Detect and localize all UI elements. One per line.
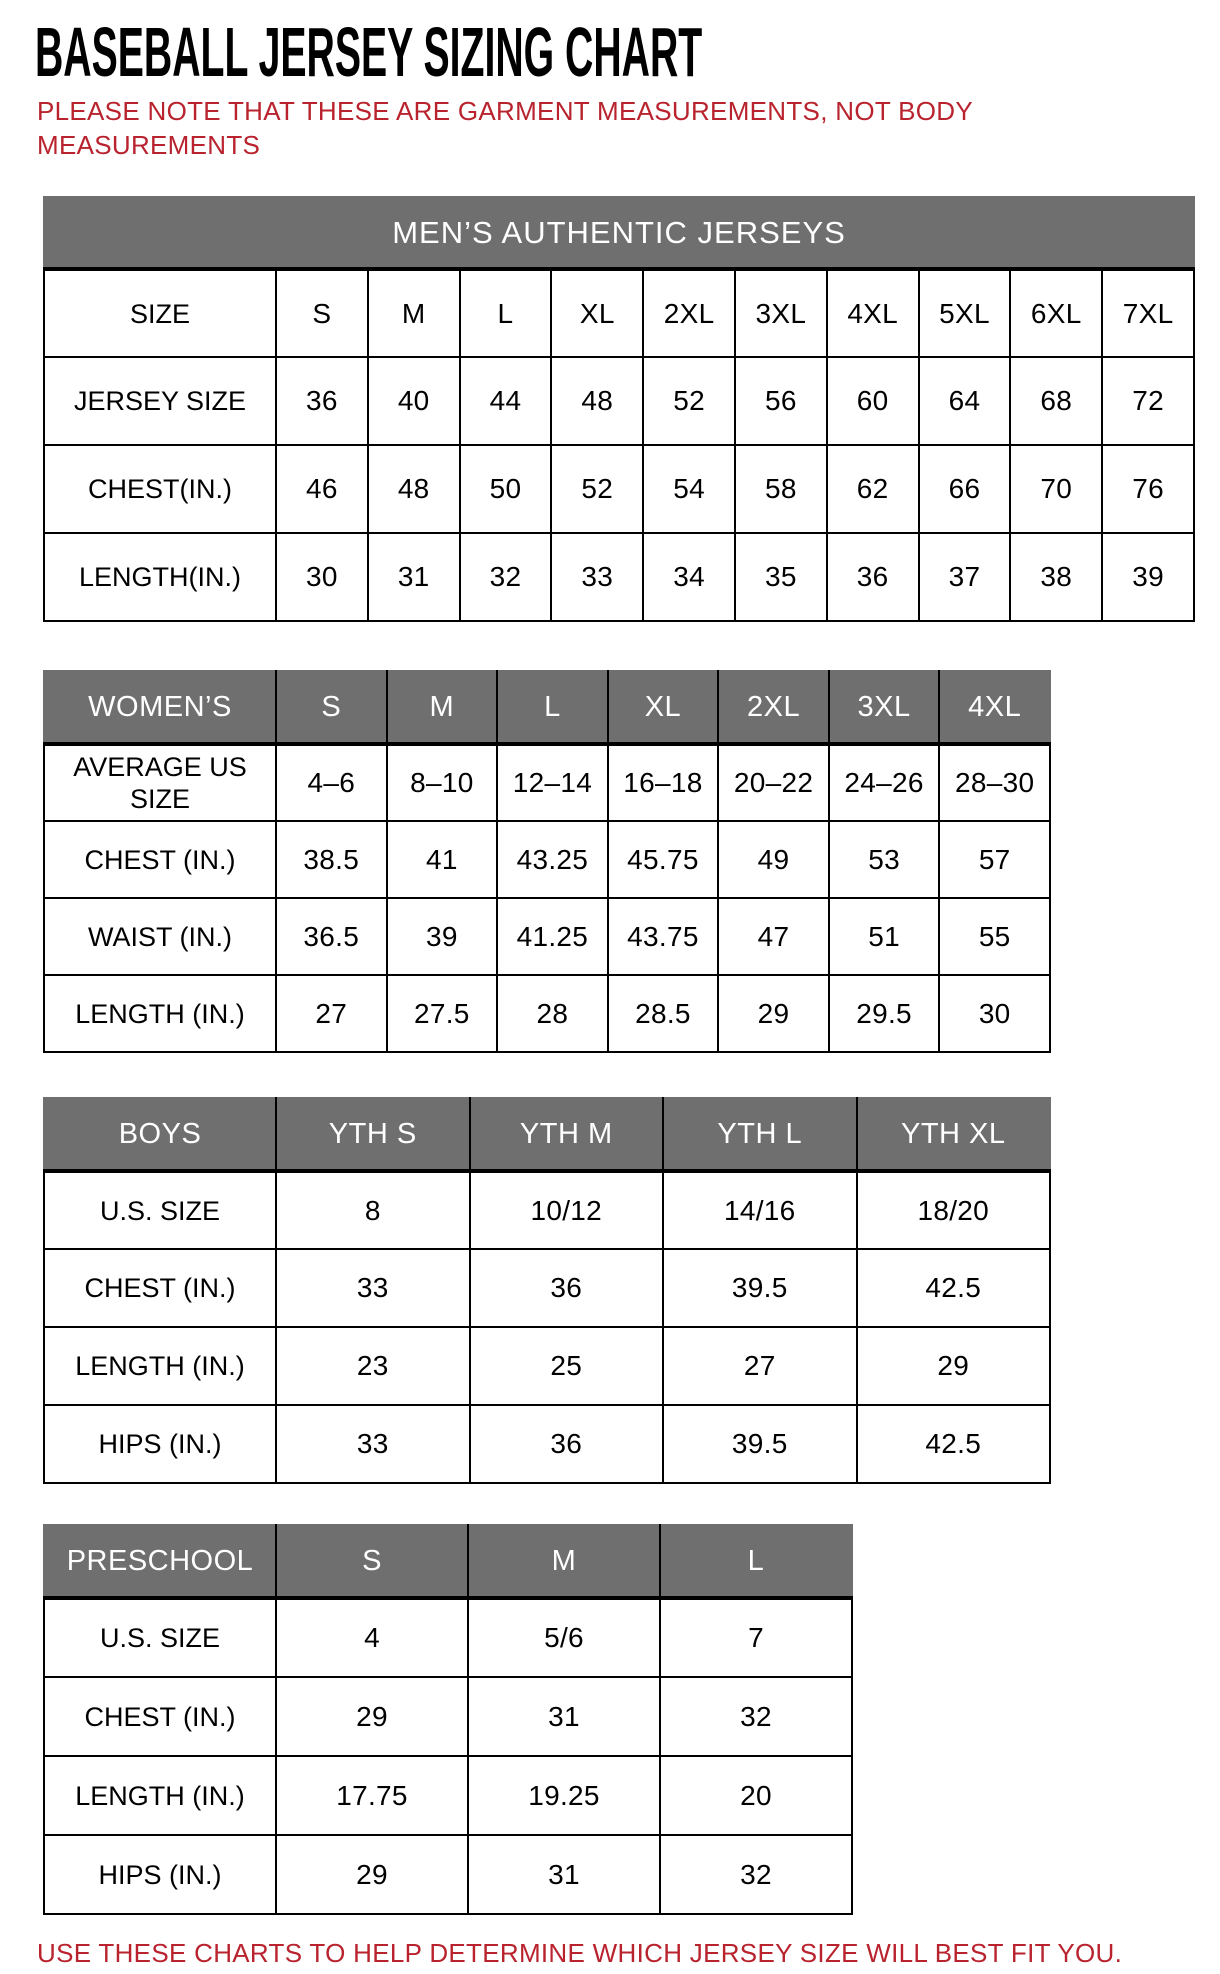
mens-banner-row	[44, 197, 1194, 269]
header-cell: L	[497, 671, 608, 744]
table-row	[44, 1327, 1050, 1405]
value-cell: 48	[368, 445, 460, 533]
mens-authentic-jerseys-table	[43, 196, 1195, 622]
value-cell: 57	[939, 821, 1050, 898]
value-cell: 70	[1010, 445, 1102, 533]
value-cell: 49	[718, 821, 829, 898]
value-cell: 31	[368, 533, 460, 621]
row-label-cell: CHEST (IN.)	[44, 821, 276, 898]
value-cell: 31	[468, 1835, 660, 1914]
row-label-cell: HIPS (IN.)	[44, 1835, 276, 1914]
value-cell: 33	[276, 1249, 470, 1327]
table-row	[44, 1756, 852, 1835]
fit-advice-note: USE THESE CHARTS TO HELP DETERMINE WHICH JERSEY SIZE WILL BEST FIT YOU.	[37, 1938, 1123, 1968]
value-cell: 72	[1102, 357, 1194, 445]
value-cell: 32	[660, 1835, 852, 1914]
header-label-cell: BOYS	[44, 1098, 276, 1171]
value-cell: 43.25	[497, 821, 608, 898]
value-cell: 55	[939, 898, 1050, 975]
value-cell: 33	[276, 1405, 470, 1483]
row-label-cell: AVERAGE US SIZE	[44, 744, 276, 821]
boys-sizing-table	[43, 1097, 1051, 1484]
value-cell: 5XL	[919, 269, 1011, 357]
row-label-cell: CHEST (IN.)	[44, 1677, 276, 1756]
value-cell: 18/20	[857, 1171, 1051, 1249]
header-label-cell: PRESCHOOL	[44, 1525, 276, 1598]
value-cell: 7XL	[1102, 269, 1194, 357]
table-row	[44, 1249, 1050, 1327]
value-cell: 56	[735, 357, 827, 445]
value-cell: XL	[551, 269, 643, 357]
value-cell: 32	[460, 533, 552, 621]
value-cell: 29	[276, 1835, 468, 1914]
table-row	[44, 1598, 852, 1677]
page-title	[35, 13, 1220, 91]
value-cell: 27.5	[387, 975, 498, 1052]
table-row	[44, 821, 1050, 898]
row-label-cell: WAIST (IN.)	[44, 898, 276, 975]
value-cell: 32	[660, 1677, 852, 1756]
header-cell: L	[660, 1525, 852, 1598]
garment-measurements-note: PLEASE NOTE THAT THESE ARE GARMENT MEASUREMENTS, NOT BODY MEASUREMENTS	[37, 96, 973, 160]
value-cell: 27	[276, 975, 387, 1052]
header-cell: YTH L	[663, 1098, 857, 1171]
page-title-text: BASEBALL JERSEY SIZING CHART	[35, 13, 703, 91]
row-label-cell: LENGTH (IN.)	[44, 975, 276, 1052]
value-cell: 50	[460, 445, 552, 533]
value-cell: 60	[827, 357, 919, 445]
value-cell: 51	[829, 898, 940, 975]
value-cell: 36	[827, 533, 919, 621]
value-cell: 10/12	[470, 1171, 664, 1249]
header-label-cell: WOMEN’S	[44, 671, 276, 744]
value-cell: 24–26	[829, 744, 940, 821]
value-cell: 14/16	[663, 1171, 857, 1249]
table-row	[44, 269, 1194, 357]
value-cell: 38.5	[276, 821, 387, 898]
table-row	[44, 898, 1050, 975]
value-cell: 68	[1010, 357, 1102, 445]
value-cell: 30	[939, 975, 1050, 1052]
value-cell: 4XL	[827, 269, 919, 357]
value-cell: 42.5	[857, 1405, 1051, 1483]
value-cell: 36	[470, 1405, 664, 1483]
row-label-cell: CHEST(IN.)	[44, 445, 276, 533]
value-cell: 40	[368, 357, 460, 445]
womens-header-row	[44, 671, 1050, 744]
row-label-cell: CHEST (IN.)	[44, 1249, 276, 1327]
value-cell: 45.75	[608, 821, 719, 898]
table-row	[44, 1677, 852, 1756]
header-cell: YTH M	[470, 1098, 664, 1171]
value-cell: 29	[857, 1327, 1051, 1405]
value-cell: 29.5	[829, 975, 940, 1052]
boys-header-row	[44, 1098, 1050, 1171]
value-cell: 29	[276, 1677, 468, 1756]
header-cell: 2XL	[718, 671, 829, 744]
row-label-cell: JERSEY SIZE	[44, 357, 276, 445]
row-label-cell: LENGTH (IN.)	[44, 1327, 276, 1405]
value-cell: 28.5	[608, 975, 719, 1052]
value-cell: 35	[735, 533, 827, 621]
header-cell: S	[276, 671, 387, 744]
value-cell: 30	[276, 533, 368, 621]
value-cell: 44	[460, 357, 552, 445]
value-cell: 25	[470, 1327, 664, 1405]
value-cell: 58	[735, 445, 827, 533]
value-cell: 34	[643, 533, 735, 621]
value-cell: M	[368, 269, 460, 357]
row-label-cell: SIZE	[44, 269, 276, 357]
value-cell: 37	[919, 533, 1011, 621]
preschool-sizing-table	[43, 1524, 853, 1915]
value-cell: 4	[276, 1598, 468, 1677]
row-label-cell: U.S. SIZE	[44, 1171, 276, 1249]
header-cell: S	[276, 1525, 468, 1598]
row-label-cell: LENGTH (IN.)	[44, 1756, 276, 1835]
value-cell: 41.25	[497, 898, 608, 975]
table-row	[44, 357, 1194, 445]
value-cell: 36	[276, 357, 368, 445]
value-cell: 19.25	[468, 1756, 660, 1835]
value-cell: 47	[718, 898, 829, 975]
table-row	[44, 1171, 1050, 1249]
value-cell: 39.5	[663, 1405, 857, 1483]
value-cell: 12–14	[497, 744, 608, 821]
value-cell: 46	[276, 445, 368, 533]
value-cell: 62	[827, 445, 919, 533]
value-cell: 36.5	[276, 898, 387, 975]
header-cell: XL	[608, 671, 719, 744]
table-row	[44, 445, 1194, 533]
preschool-header-row	[44, 1525, 852, 1598]
value-cell: 20–22	[718, 744, 829, 821]
value-cell: 39	[1102, 533, 1194, 621]
value-cell: 7	[660, 1598, 852, 1677]
value-cell: 5/6	[468, 1598, 660, 1677]
table-row	[44, 744, 1050, 821]
value-cell: 16–18	[608, 744, 719, 821]
value-cell: 66	[919, 445, 1011, 533]
value-cell: 38	[1010, 533, 1102, 621]
value-cell: 54	[643, 445, 735, 533]
womens-sizing-table	[43, 670, 1051, 1053]
value-cell: 41	[387, 821, 498, 898]
value-cell: 52	[643, 357, 735, 445]
value-cell: 6XL	[1010, 269, 1102, 357]
value-cell: 31	[468, 1677, 660, 1756]
value-cell: 42.5	[857, 1249, 1051, 1327]
value-cell: 33	[551, 533, 643, 621]
value-cell: 27	[663, 1327, 857, 1405]
value-cell: 76	[1102, 445, 1194, 533]
value-cell: 39.5	[663, 1249, 857, 1327]
table-row	[44, 1405, 1050, 1483]
header-cell: YTH S	[276, 1098, 470, 1171]
table-row	[44, 975, 1050, 1052]
value-cell: 39	[387, 898, 498, 975]
value-cell: 43.75	[608, 898, 719, 975]
header-cell: YTH XL	[857, 1098, 1051, 1171]
value-cell: 4–6	[276, 744, 387, 821]
value-cell: 36	[470, 1249, 664, 1327]
row-label-cell: HIPS (IN.)	[44, 1405, 276, 1483]
value-cell: 28–30	[939, 744, 1050, 821]
value-cell: 3XL	[735, 269, 827, 357]
value-cell: 17.75	[276, 1756, 468, 1835]
value-cell: 53	[829, 821, 940, 898]
row-label-cell: U.S. SIZE	[44, 1598, 276, 1677]
value-cell: 28	[497, 975, 608, 1052]
value-cell: 2XL	[643, 269, 735, 357]
value-cell: 8	[276, 1171, 470, 1249]
header-cell: M	[468, 1525, 660, 1598]
sizing-chart-page	[0, 13, 1220, 1974]
header-cell: 3XL	[829, 671, 940, 744]
value-cell: 48	[551, 357, 643, 445]
table-row	[44, 533, 1194, 621]
value-cell: S	[276, 269, 368, 357]
header-cell: M	[387, 671, 498, 744]
row-label-cell: LENGTH(IN.)	[44, 533, 276, 621]
value-cell: L	[460, 269, 552, 357]
table-banner: MEN’S AUTHENTIC JERSEYS	[44, 197, 1194, 269]
value-cell: 52	[551, 445, 643, 533]
value-cell: 20	[660, 1756, 852, 1835]
value-cell: 29	[718, 975, 829, 1052]
value-cell: 64	[919, 357, 1011, 445]
header-cell: 4XL	[939, 671, 1050, 744]
value-cell: 23	[276, 1327, 470, 1405]
value-cell: 8–10	[387, 744, 498, 821]
table-row	[44, 1835, 852, 1914]
